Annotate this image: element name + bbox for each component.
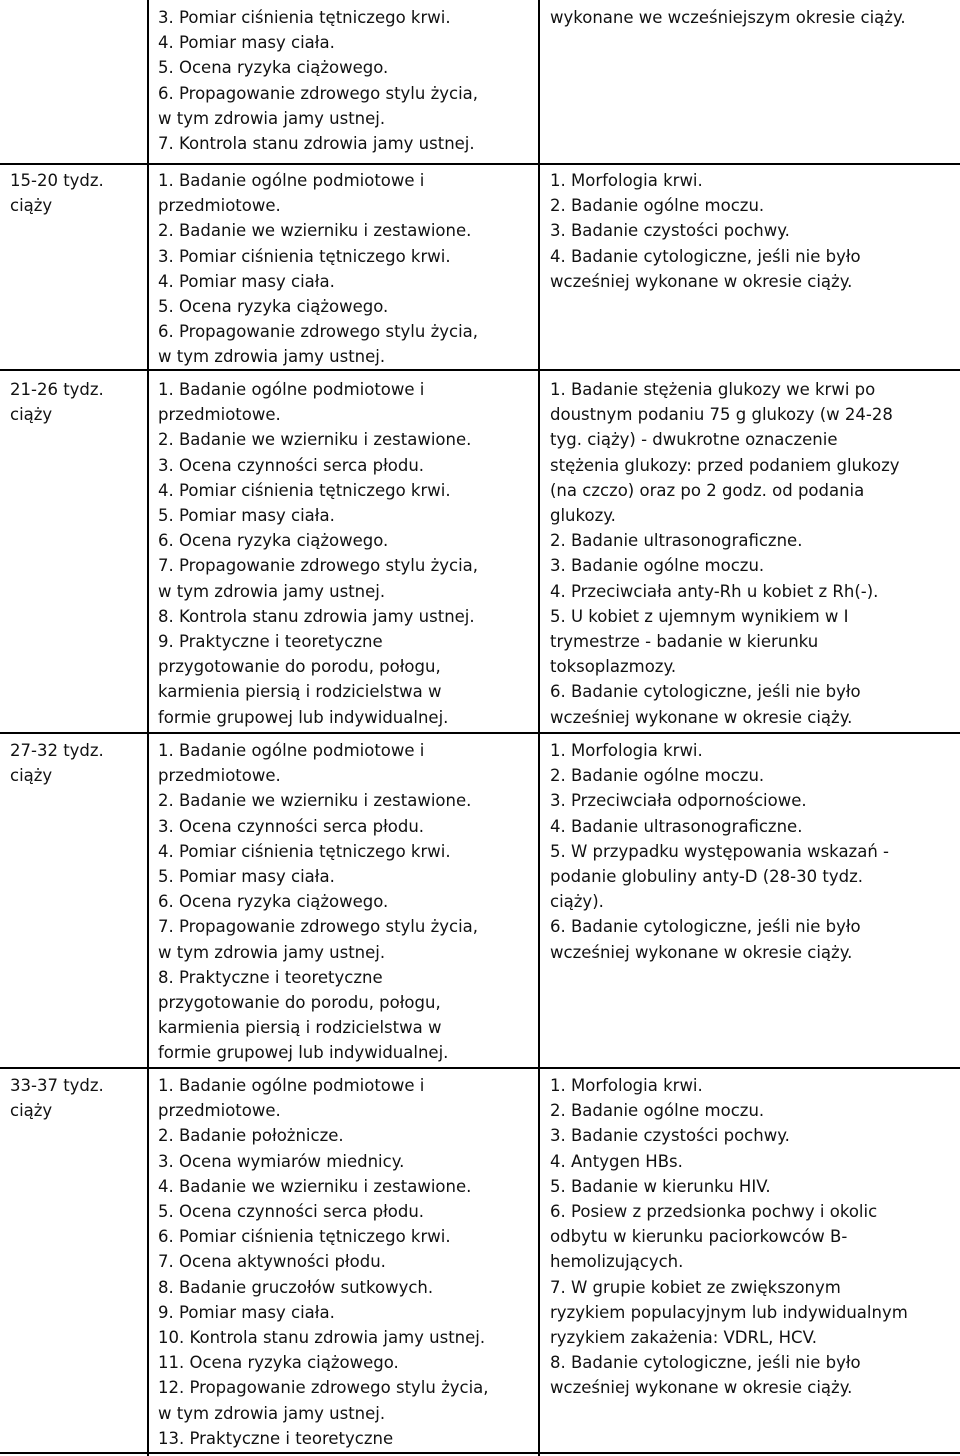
week-range: 21-26 tydz.: [10, 380, 104, 399]
week-range: 33-37 tydz.: [10, 1076, 104, 1095]
cell-line: 2. Badanie we wzierniku i zestawione.: [158, 430, 472, 450]
cell-line: 4. Przeciwciała anty-Rh u kobiet z Rh(-).: [550, 581, 879, 601]
cell-line: 3. Ocena czynności serca płodu.: [158, 816, 425, 836]
cell-line: 1. Badanie ogólne podmiotowe i: [158, 380, 425, 399]
cell-line: ryzykiem zakażenia: VDRL, HCV.: [550, 1328, 817, 1348]
week-suffix: ciąży: [10, 1101, 53, 1121]
row-27-32-diagnostics: [550, 738, 958, 965]
cell-line: 8. Kontrola stanu zdrowia jamy ustnej.: [158, 606, 475, 626]
cell-line: 2. Badanie ultrasonograficzne.: [550, 531, 803, 551]
table-bottom-border: [0, 1452, 960, 1454]
cell-line: 3. Badanie ogólne moczu.: [550, 556, 765, 576]
cell-line: 3. Ocena wymiarów miednicy.: [158, 1151, 405, 1171]
cell-line: w tym zdrowia jamy ustnej.: [158, 347, 386, 367]
cell-line: formie grupowej lub indywidualnej.: [158, 707, 449, 727]
cell-line: 10. Kontrola stanu zdrowia jamy ustnej.: [158, 1328, 486, 1348]
cell-line: 8. Badanie cytologiczne, jeśli nie było: [550, 1353, 861, 1373]
cell-line: 4. Badanie ultrasonograficzne.: [550, 816, 803, 836]
cell-line: 1. Morfologia krwi.: [550, 741, 703, 760]
cell-line: toksoplazmozy.: [550, 657, 677, 677]
row-33-37-examinations: [158, 1073, 538, 1451]
cell-line: stężenia glukozy: przed podaniem glukozy: [550, 455, 900, 475]
cell-line: 3. Ocena czynności serca płodu.: [158, 455, 425, 475]
top-fragment-middle-cell: [158, 5, 538, 156]
cell-line: 4. Antygen HBs.: [550, 1151, 683, 1171]
cell-line: 6. Posiew z przedsionka pochwy i okolic: [550, 1202, 878, 1222]
cell-line: 2. Badanie położnicze.: [158, 1126, 344, 1146]
cell-line: 2. Badanie ogólne moczu.: [550, 196, 765, 216]
row-divider-1: [0, 163, 960, 165]
row-33-37-diagnostics: [550, 1073, 958, 1401]
row-21-26-diagnostics: [550, 377, 958, 730]
cell-line: 6. Ocena ryzyka ciążowego.: [158, 531, 389, 551]
cell-line: 3. Przeciwciała odpornościowe.: [550, 791, 807, 811]
cell-line: 1. Badanie ogólne podmiotowe i: [158, 171, 425, 190]
cell-line: przedmiotowe.: [158, 766, 281, 786]
cell-line: 5. Badanie w kierunku HIV.: [550, 1176, 771, 1196]
cell-line: 2. Badanie we wzierniku i zestawione.: [158, 791, 472, 811]
cell-line: 5. W przypadku występowania wskazań -: [550, 841, 889, 861]
cell-line: 9. Pomiar masy ciała.: [158, 1302, 335, 1322]
cell-line: 1. Morfologia krwi.: [550, 171, 703, 190]
cell-line: 6. Pomiar ciśnienia tętniczego krwi.: [158, 1227, 451, 1247]
cell-line: w tym zdrowia jamy ustnej.: [158, 942, 386, 962]
cell-line: przedmiotowe.: [158, 1101, 281, 1121]
cell-line: 3. Badanie czystości pochwy.: [550, 221, 790, 241]
cell-line: 6. Badanie cytologiczne, jeśli nie było: [550, 682, 861, 702]
cell-line: karmienia piersią i rodzicielstwa w: [158, 682, 442, 702]
cell-line: 6. Badanie cytologiczne, jeśli nie było: [550, 917, 861, 937]
cell-line: wcześniej wykonane w okresie ciąży.: [550, 942, 853, 962]
cell-line: 5. Ocena ryzyka ciążowego.: [158, 58, 389, 78]
cell-line: 5. Pomiar masy ciała.: [158, 867, 335, 887]
cell-line: (na czczo) oraz po 2 godz. od podania: [550, 480, 865, 500]
week-range: 27-32 tydz.: [10, 741, 104, 760]
cell-line: 5. Ocena czynności serca płodu.: [158, 1202, 425, 1222]
cell-line: przedmiotowe.: [158, 405, 281, 425]
cell-line: 13. Praktyczne i teoretyczne: [158, 1428, 394, 1448]
row-27-32-examinations: [158, 738, 538, 1066]
row-divider-4: [0, 1067, 960, 1069]
cell-line: 11. Ocena ryzyka ciążowego.: [158, 1353, 399, 1373]
row-15-20-diagnostics: [550, 168, 958, 294]
cell-line: 8. Badanie gruczołów sutkowych.: [158, 1277, 434, 1297]
cell-line: 9. Praktyczne i teoretyczne: [158, 632, 383, 652]
cell-line: 1. Badanie stężenia glukozy we krwi po: [550, 380, 876, 399]
cell-line: 5. Ocena ryzyka ciążowego.: [158, 297, 389, 317]
column-divider-1: [147, 0, 149, 1456]
cell-line: 4. Pomiar masy ciała.: [158, 271, 335, 291]
cell-line: 1. Badanie ogólne podmiotowe i: [158, 1076, 425, 1095]
cell-line: przygotowanie do porodu, połogu,: [158, 993, 441, 1013]
cell-line: 4. Badanie cytologiczne, jeśli nie było: [550, 246, 861, 266]
cell-line: 4. Pomiar masy ciała.: [158, 33, 335, 53]
week-suffix: ciąży: [10, 196, 53, 216]
cell-line: hemolizujących.: [550, 1252, 684, 1272]
cell-line: 4. Badanie we wzierniku i zestawione.: [158, 1176, 472, 1196]
cell-line: glukozy.: [550, 506, 616, 526]
cell-line: 6. Ocena ryzyka ciążowego.: [158, 892, 389, 912]
row-15-20-label: [10, 168, 140, 218]
week-suffix: ciąży: [10, 405, 53, 425]
cell-line: trymestrze - badanie w kierunku: [550, 632, 819, 652]
cell-line: 7. Propagowanie zdrowego stylu życia,: [158, 556, 479, 576]
cell-line: 3. Badanie czystości pochwy.: [550, 1126, 790, 1146]
row-divider-3: [0, 732, 960, 734]
cell-line: 6. Propagowanie zdrowego stylu życia,: [158, 83, 479, 103]
row-21-26-examinations: [158, 377, 538, 730]
cell-line: odbytu w kierunku paciorkowców B-: [550, 1227, 848, 1247]
cell-line: 2. Badanie we wzierniku i zestawione.: [158, 221, 472, 241]
row-27-32-label: [10, 738, 140, 788]
row-15-20-examinations: [158, 168, 538, 370]
cell-line: tyg. ciąży) - dwukrotne oznaczenie: [550, 430, 838, 450]
cell-line: przedmiotowe.: [158, 196, 281, 216]
cell-line: 2. Badanie ogólne moczu.: [550, 1101, 765, 1121]
cell-line: 6. Propagowanie zdrowego stylu życia,: [158, 322, 479, 342]
cell-line: 7. Ocena aktywności płodu.: [158, 1252, 386, 1272]
cell-line: karmienia piersią i rodzicielstwa w: [158, 1018, 442, 1038]
cell-line: 3. Pomiar ciśnienia tętniczego krwi.: [158, 8, 451, 27]
cell-line: podanie globuliny anty-D (28-30 tydz.: [550, 867, 863, 887]
cell-line: w tym zdrowia jamy ustnej.: [158, 581, 386, 601]
cell-line: formie grupowej lub indywidualnej.: [158, 1043, 449, 1063]
cell-line: wcześniej wykonane w okresie ciąży.: [550, 271, 853, 291]
cell-line: 8. Praktyczne i teoretyczne: [158, 967, 383, 987]
cell-line: 1. Morfologia krwi.: [550, 1076, 703, 1095]
cell-line: doustnym podaniu 75 g glukozy (w 24-28: [550, 405, 893, 425]
week-range: 15-20 tydz.: [10, 171, 104, 190]
cell-line: 5. Pomiar masy ciała.: [158, 506, 335, 526]
cell-line: 12. Propagowanie zdrowego stylu życia,: [158, 1378, 489, 1398]
cell-line: 7. Propagowanie zdrowego stylu życia,: [158, 917, 479, 937]
cell-line: 7. W grupie kobiet ze zwiększonym: [550, 1277, 841, 1297]
cell-line: 4. Pomiar ciśnienia tętniczego krwi.: [158, 841, 451, 861]
cell-line: 1. Badanie ogólne podmiotowe i: [158, 741, 425, 760]
cell-line: przygotowanie do porodu, połogu,: [158, 657, 441, 677]
cell-line: ciąży).: [550, 892, 604, 912]
cell-line: 3. Pomiar ciśnienia tętniczego krwi.: [158, 246, 451, 266]
week-suffix: ciąży: [10, 766, 53, 786]
cell-line: w tym zdrowia jamy ustnej.: [158, 1403, 386, 1423]
top-fragment-right-cell: [550, 5, 958, 30]
cell-line: 2. Badanie ogólne moczu.: [550, 766, 765, 786]
cell-line: 5. U kobiet z ujemnym wynikiem w I: [550, 606, 849, 626]
cell-line: wcześniej wykonane w okresie ciąży.: [550, 1378, 853, 1398]
cell-line: ryzykiem populacyjnym lub indywidualnym: [550, 1302, 908, 1322]
cell-line: wcześniej wykonane w okresie ciąży.: [550, 707, 853, 727]
cell-line: w tym zdrowia jamy ustnej.: [158, 108, 386, 128]
row-21-26-label: [10, 377, 140, 427]
cell-line: 4. Pomiar ciśnienia tętniczego krwi.: [158, 480, 451, 500]
column-divider-2: [538, 0, 540, 1456]
row-33-37-label: [10, 1073, 140, 1123]
cell-line: 7. Kontrola stanu zdrowia jamy ustnej.: [158, 134, 475, 154]
cell-line: wykonane we wcześniejszym okresie ciąży.: [550, 8, 906, 27]
